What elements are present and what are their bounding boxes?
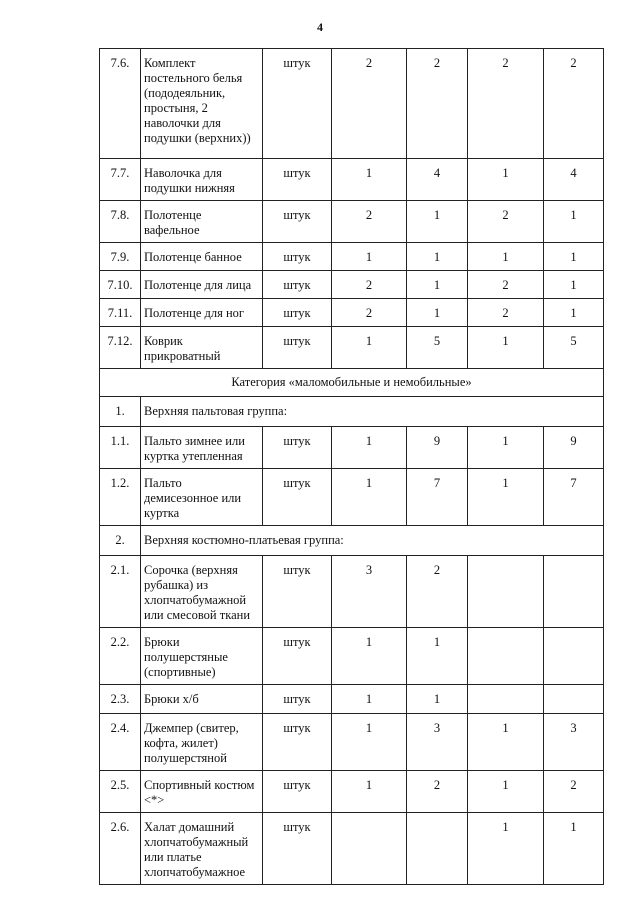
value-cell-4: 5 (544, 327, 604, 369)
table-row (100, 813, 604, 885)
group-title: Верхняя костюмно-платьевая группа: (141, 526, 604, 556)
item-unit: штук (263, 469, 332, 526)
item-unit: штук (263, 159, 332, 201)
table-row (100, 49, 604, 159)
table-row (100, 201, 604, 243)
item-unit: штук (263, 299, 332, 327)
table-row (100, 159, 604, 201)
row-number: 7.10. (100, 271, 141, 299)
item-name: Полотенце банное (141, 243, 263, 271)
table-row (100, 469, 604, 526)
item-unit: штук (263, 271, 332, 299)
value-cell-1: 2 (332, 271, 407, 299)
value-cell-3: 1 (468, 159, 544, 201)
value-cell-3 (468, 685, 544, 714)
item-unit: штук (263, 327, 332, 369)
value-cell-3: 1 (468, 813, 544, 885)
item-name: Спортивный костюм <*> (141, 771, 263, 813)
table-body (100, 49, 604, 885)
value-cell-4 (544, 685, 604, 714)
value-cell-1: 3 (332, 556, 407, 628)
row-number: 2. (100, 526, 141, 556)
item-unit: штук (263, 628, 332, 685)
item-name: Коврик прикроватный (141, 327, 263, 369)
value-cell-3: 2 (468, 271, 544, 299)
value-cell-2: 1 (407, 685, 468, 714)
row-number: 7.11. (100, 299, 141, 327)
row-number: 2.3. (100, 685, 141, 714)
row-number: 1.1. (100, 427, 141, 469)
value-cell-4: 3 (544, 714, 604, 771)
value-cell-1: 2 (332, 201, 407, 243)
table-row (100, 714, 604, 771)
value-cell-2: 1 (407, 201, 468, 243)
row-number: 7.7. (100, 159, 141, 201)
value-cell-4: 1 (544, 813, 604, 885)
item-name: Сорочка (верхняя рубашка) из хлопчатобумажной или смесовой ткани (141, 556, 263, 628)
value-cell-1: 2 (332, 299, 407, 327)
value-cell-4: 7 (544, 469, 604, 526)
item-unit: штук (263, 813, 332, 885)
table-row (100, 327, 604, 369)
value-cell-2: 1 (407, 299, 468, 327)
table-row (100, 271, 604, 299)
value-cell-2: 2 (407, 49, 468, 159)
item-unit: штук (263, 771, 332, 813)
value-cell-2: 1 (407, 271, 468, 299)
value-cell-3: 1 (468, 427, 544, 469)
item-unit: штук (263, 556, 332, 628)
category-row (100, 369, 604, 397)
item-unit: штук (263, 49, 332, 159)
item-name: Джемпер (свитер, кофта, жилет) полушерстяной (141, 714, 263, 771)
category-title: Категория «маломобильные и немобильные» (100, 369, 604, 397)
table-row (100, 243, 604, 271)
value-cell-1: 1 (332, 628, 407, 685)
value-cell-1: 1 (332, 771, 407, 813)
item-name: Полотенце вафельное (141, 201, 263, 243)
item-name: Комплект постельного белья (пододеяльник, простыня, 2 наволочки для подушки (верхних)) (141, 49, 263, 159)
value-cell-2: 1 (407, 243, 468, 271)
value-cell-4: 1 (544, 299, 604, 327)
row-number: 7.6. (100, 49, 141, 159)
value-cell-3: 2 (468, 299, 544, 327)
table-row (100, 427, 604, 469)
item-name: Халат домашний хлопчатобумажный или платье хлопчатобумажное (141, 813, 263, 885)
norms-table (99, 48, 604, 885)
item-name: Брюки х/б (141, 685, 263, 714)
table-row (100, 299, 604, 327)
value-cell-2: 4 (407, 159, 468, 201)
row-number: 7.12. (100, 327, 141, 369)
value-cell-2 (407, 813, 468, 885)
value-cell-3: 1 (468, 714, 544, 771)
row-number: 1. (100, 397, 141, 427)
value-cell-1: 1 (332, 714, 407, 771)
row-number: 2.5. (100, 771, 141, 813)
page-number: 4 (317, 20, 323, 34)
value-cell-1: 1 (332, 469, 407, 526)
item-name: Полотенце для ног (141, 299, 263, 327)
value-cell-2: 7 (407, 469, 468, 526)
value-cell-1: 1 (332, 243, 407, 271)
table-row (100, 771, 604, 813)
item-unit: штук (263, 243, 332, 271)
value-cell-2: 9 (407, 427, 468, 469)
item-name: Наволочка для подушки нижняя (141, 159, 263, 201)
item-name: Полотенце для лица (141, 271, 263, 299)
row-number: 7.9. (100, 243, 141, 271)
table-row (100, 556, 604, 628)
value-cell-4: 1 (544, 243, 604, 271)
value-cell-3: 1 (468, 771, 544, 813)
group-row (100, 397, 604, 427)
value-cell-4: 4 (544, 159, 604, 201)
value-cell-3: 2 (468, 49, 544, 159)
row-number: 2.2. (100, 628, 141, 685)
value-cell-1: 1 (332, 427, 407, 469)
value-cell-3: 2 (468, 201, 544, 243)
value-cell-1: 1 (332, 159, 407, 201)
value-cell-4: 2 (544, 771, 604, 813)
value-cell-2: 3 (407, 714, 468, 771)
item-unit: штук (263, 201, 332, 243)
value-cell-2: 5 (407, 327, 468, 369)
item-unit: штук (263, 714, 332, 771)
value-cell-3 (468, 628, 544, 685)
row-number: 1.2. (100, 469, 141, 526)
row-number: 2.6. (100, 813, 141, 885)
value-cell-1: 1 (332, 685, 407, 714)
value-cell-3 (468, 556, 544, 628)
item-name: Пальто демисезонное или куртка (141, 469, 263, 526)
group-title: Верхняя пальтовая группа: (141, 397, 604, 427)
table-row (100, 628, 604, 685)
value-cell-4 (544, 556, 604, 628)
value-cell-2: 2 (407, 771, 468, 813)
value-cell-3: 1 (468, 469, 544, 526)
value-cell-2: 2 (407, 556, 468, 628)
item-unit: штук (263, 685, 332, 714)
value-cell-3: 1 (468, 327, 544, 369)
row-number: 2.1. (100, 556, 141, 628)
value-cell-3: 1 (468, 243, 544, 271)
table-row (100, 685, 604, 714)
row-number: 2.4. (100, 714, 141, 771)
value-cell-4: 1 (544, 201, 604, 243)
row-number: 7.8. (100, 201, 141, 243)
value-cell-4: 9 (544, 427, 604, 469)
value-cell-4 (544, 628, 604, 685)
group-row (100, 526, 604, 556)
value-cell-1: 1 (332, 327, 407, 369)
item-unit: штук (263, 427, 332, 469)
value-cell-4: 1 (544, 271, 604, 299)
value-cell-4: 2 (544, 49, 604, 159)
value-cell-1 (332, 813, 407, 885)
item-name: Пальто зимнее или куртка утепленная (141, 427, 263, 469)
value-cell-2: 1 (407, 628, 468, 685)
value-cell-1: 2 (332, 49, 407, 159)
item-name: Брюки полушерстяные (спортивные) (141, 628, 263, 685)
